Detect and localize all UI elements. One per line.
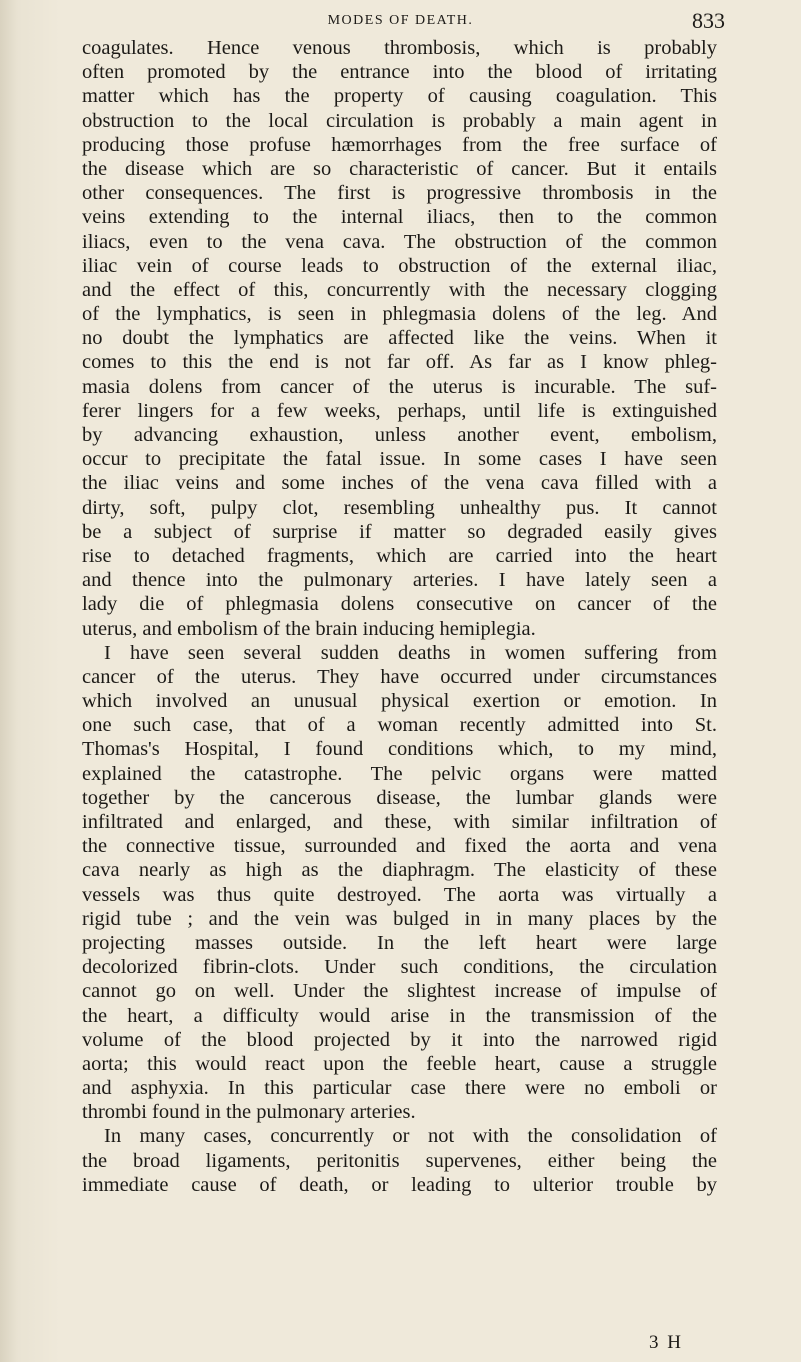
text-line: which involved an unusual physical exertion or emotion. In [82, 690, 717, 713]
text-line: comes to this the end is not far off. As far as I know phleg- [82, 351, 717, 374]
text-line: producing those profuse hæmorrhages from the free surface of [82, 133, 717, 156]
text-line: uterus, and embolism of the brain inducing hemiplegia. [82, 617, 536, 640]
text-line: iliac vein of course leads to obstruction of the external iliac, [82, 254, 717, 277]
text-line: coagulates. Hence venous thrombosis, which is probably [82, 37, 717, 59]
text-line: and asphyxia. In this particular case there were no emboli or [82, 1077, 717, 1100]
text-line: volume of the blood projected by it into the narrowed rigid [82, 1028, 717, 1051]
text-line: vessels was thus quite destroyed. The aorta was virtually a [82, 883, 717, 906]
running-title: MODES OF DEATH. [327, 13, 474, 28]
text-line: dirty, soft, pulpy clot, resembling unhealthy pus. It cannot [82, 496, 717, 519]
text-line: other consequences. The first is progressive thrombosis in the [82, 182, 717, 205]
text-line: Thomas's Hospital, I found conditions which, to my mind, [82, 738, 717, 761]
text-line: decolorized fibrin-clots. Under such conditions, the circulation [82, 956, 717, 979]
text-line: the iliac veins and some inches of the vena cava filled with a [82, 472, 717, 495]
text-line: masia dolens from cancer of the uterus is incurable. The suf- [82, 375, 717, 398]
page-number: 833 [692, 8, 725, 33]
text-line: occur to precipitate the fatal issue. In some cases I have seen [82, 448, 717, 471]
text-line: the disease which are so characteristic of cancer. But it entails [82, 157, 717, 180]
text-line: often promoted by the entrance into the blood of irritating [82, 61, 717, 84]
text-line: veins extending to the internal iliacs, then to the common [82, 206, 717, 229]
text-line: by advancing exhaustion, unless another event, embolism, [82, 424, 717, 446]
text-line: the broad ligaments, peritonitis supervenes, either being the [82, 1149, 717, 1172]
text-line: cannot go on well. Under the slightest increase of impulse of [82, 980, 717, 1003]
text-line: cancer of the uterus. They have occurred under circumstances [82, 665, 717, 688]
text-line: aorta; this would react upon the feeble heart, cause a struggle [82, 1052, 717, 1075]
text-line: thrombi found in the pulmonary arteries. [82, 1101, 416, 1124]
text-line: projecting masses outside. In the left heart were large [82, 931, 717, 954]
text-line: explained the catastrophe. The pelvic organs were matted [82, 762, 717, 785]
text-line: be a subject of surprise if matter so degraded easily gives [82, 520, 717, 543]
text-line: the heart, a difficulty would arise in the transmission of the [82, 1004, 717, 1027]
text-line: matter which has the property of causing coagulation. This [82, 85, 717, 108]
text-line: lady die of phlegmasia dolens consecutive on cancer of the [82, 593, 717, 616]
text-line: infiltrated and enlarged, and these, with similar infiltration of [82, 811, 717, 833]
text-line: iliacs, even to the vena cava. The obstruction of the common [82, 230, 717, 253]
text-line: I have seen several sudden deaths in women suffering from [104, 641, 717, 664]
text-line: obstruction to the local circulation is probably a main agent in [82, 109, 717, 132]
text-line: no doubt the lymphatics are affected like the veins. When it [82, 327, 717, 350]
text-line: immediate cause of death, or leading to ulterior trouble by [82, 1173, 717, 1196]
body-text [82, 36, 717, 1197]
text-line: the connective tissue, surrounded and fixed the aorta and vena [82, 835, 717, 858]
text-line: rigid tube ; and the vein was bulged in in many places by the [82, 907, 717, 930]
running-head [0, 8, 801, 34]
text-line: one such case, that of a woman recently admitted into St. [82, 714, 717, 737]
text-line: In many cases, concurrently or not with the consolidation of [104, 1125, 717, 1148]
text-line: and the effect of this, concurrently with the necessary clogging [82, 278, 717, 301]
text-line: ferer lingers for a few weeks, perhaps, until life is extinguished [82, 399, 717, 422]
text-line: rise to detached fragments, which are carried into the heart [82, 544, 717, 567]
text-line: of the lymphatics, is seen in phlegmasia dolens of the leg. And [82, 303, 717, 326]
text-line: and thence into the pulmonary arteries. I have lately seen a [82, 569, 717, 592]
text-line: cava nearly as high as the diaphragm. The elasticity of these [82, 859, 717, 882]
text-line: together by the cancerous disease, the lumbar glands were [82, 786, 717, 809]
signature-mark: 3 H [649, 1332, 683, 1353]
